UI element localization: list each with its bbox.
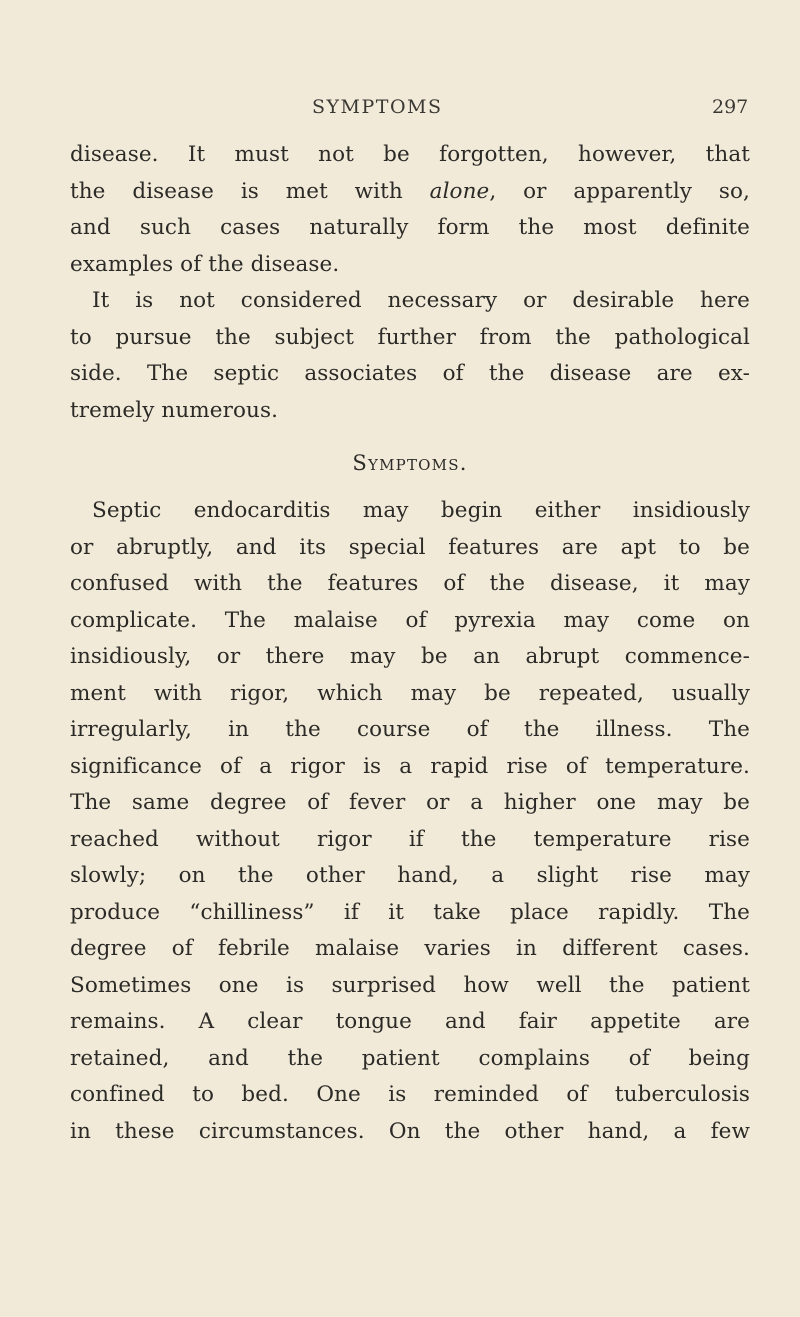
- text-line: remains. A clear tongue and fair appetite are: [70, 1009, 750, 1034]
- text-line: confined to bed. One is reminded of tuberculosis: [70, 1082, 750, 1107]
- text-line: The same degree of fever or a higher one may be: [70, 790, 750, 815]
- text-line: and such cases naturally form the most definite: [70, 215, 750, 240]
- text-line: [70, 174, 750, 211]
- page-number: 297: [712, 96, 749, 118]
- text-line: complicate. The malaise of pyrexia may come on: [70, 607, 750, 633]
- text-line: insidiously, or there may be an abrupt commence-: [70, 644, 750, 669]
- text-line: confused with the features of the disease, it may: [70, 571, 750, 596]
- text-line: reached without rigor if the temperature rise: [70, 826, 750, 852]
- body-text: [70, 137, 750, 1150]
- text-line: ment with rigor, which may be repeated, usually: [70, 680, 750, 706]
- running-title: SYMPTOMS: [312, 96, 443, 118]
- text-line: examples of the disease.: [70, 251, 340, 277]
- italic-word: alone: [429, 178, 490, 204]
- text-line: tremely numerous.: [70, 397, 279, 423]
- text-line: produce “chilliness” if it take place rapidly. The: [70, 899, 750, 925]
- text-line: to pursue the subject further from the pathological: [70, 324, 750, 350]
- text-line: Septic endocarditis may begin either insidiously: [92, 498, 750, 523]
- section-heading: Symptoms.: [352, 451, 468, 475]
- paragraph: [70, 283, 750, 429]
- text-fragment: , or apparently so,: [489, 178, 750, 204]
- text-line: disease. It must not be forgotten, however, that: [70, 142, 750, 167]
- running-head: [0, 96, 800, 122]
- text-line: slowly; on the other hand, a slight rise may: [70, 863, 750, 888]
- text-line: It is not considered necessary or desirable here: [92, 288, 750, 313]
- paragraph-continued: [70, 137, 750, 283]
- text-line: irregularly, in the course of the illness. The: [70, 717, 750, 742]
- text-line: in these circumstances. On the other hand, a few: [70, 1118, 750, 1144]
- text-line: degree of febrile malaise varies in different cases.: [70, 936, 750, 961]
- text-fragment: the disease is met with: [70, 178, 430, 204]
- text-line: or abruptly, and its special features are apt to be: [70, 534, 750, 560]
- text-line: Sometimes one is surprised how well the patient: [70, 972, 750, 998]
- text-line: side. The septic associates of the disease are ex-: [70, 361, 750, 386]
- text-line: significance of a rigor is a rapid rise of temperature.: [70, 753, 750, 779]
- paragraph: [70, 493, 750, 1150]
- text-line: retained, and the patient complains of being: [70, 1045, 750, 1071]
